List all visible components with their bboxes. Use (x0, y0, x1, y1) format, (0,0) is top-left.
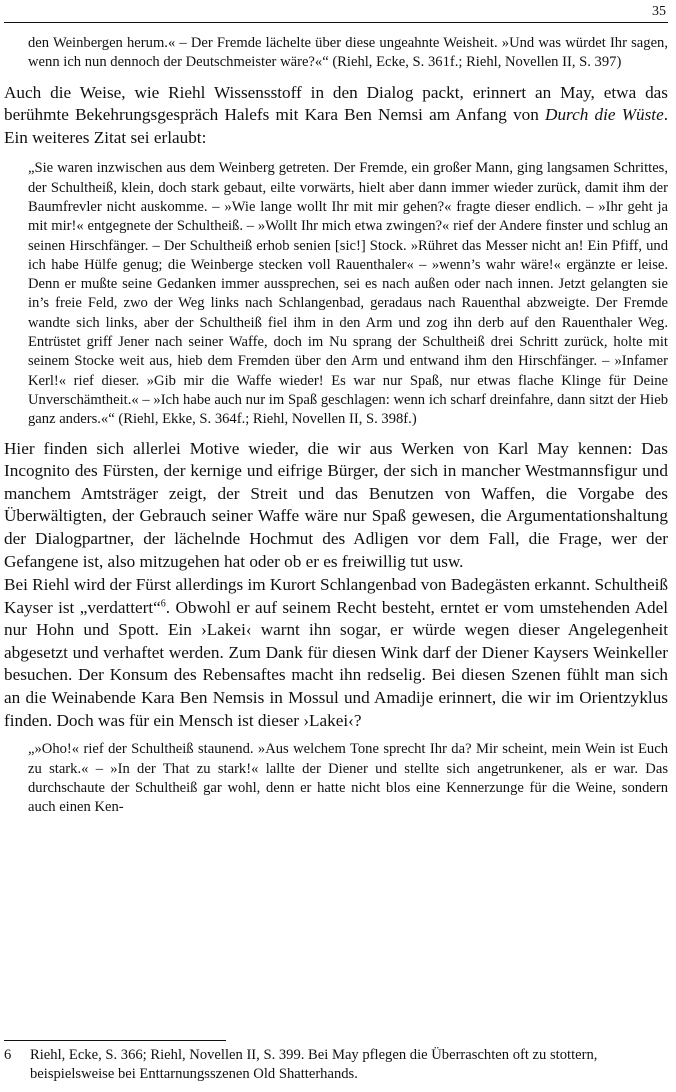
block-quote-2: „Sie waren inzwischen aus dem Weinberg getreten. Der Fremde, ein großer Mann, ging langsamen Schrittes, der Schultheiß, klein, doch stark gebaut, eilte vorwärts, hielt aber dann immer wieder zurück, damit ihm der Baumfrevler nicht auskomme. – »Wie lange wollt Ihr mit mir gehen?« fragte dieser endlich. – »Ihr geht ja mit mir!« entgegnete der Schultheiß. – »Wollt Ihr mich etwa zwingen?« rief der Andere finster und schlug an seinen Hirschfänger. – Der Schultheiß erhob senien [sic!] Stock. »Rühret das Messer nicht an! Ein Pfiff, und ich habe Hülfe genug; die Weinberge stecken voll Rauenthaler« – »wenn’s wahr wäre!« ergänzte er leise. Denn er mußte seine Gedanken immer aussprechen, sei es nach außen oder nach innen. Jetzt gelangten sie in’s freie Feld, zwo der Weg links nach Schlangenbad, geradaus nach Rauenthal abzweigte. Der Fremde wandte sich links, aber der Schultheiß fiel ihm in den Arm und zog ihn derb auf den Rauenthaler Weg. Entrüstet griff Jener nach seiner Waffe, doch im Nu sprang der Schultheiß drei Schritt zurück, holte mit seinem Stocke weit aus, hieb dem Fremden über den Arm und entwand ihm den Hirschfänger. – »Infamer Kerl!« rief dieser. »Gib mir die Waffe wieder! Es war nur Spaß, nur etwas flache Klinge für Deine Unverschämtheit.« – »Ich habe auch nur im Spaß geschlagen: wenn ich scharf dreinfahre, dann sitzt der Hieb ganz anders.«“ (Riehl, Ekke, S. 364f.; Riehl, Novellen II, S. 398f.) (28, 160, 668, 428)
page-body (4, 34, 668, 817)
footnote-number: 6 (4, 1047, 12, 1063)
page-number: 35 (652, 4, 666, 19)
paragraph-1-text-after: . Ein weiteres Zitat sei erlaubt: (4, 105, 668, 147)
paragraph-1 (4, 82, 668, 150)
footnote-reference[interactable]: 6 (160, 597, 166, 609)
paragraph-2: Hier finden sich allerlei Motive wieder, die wir aus Werken von Karl May kennen: Das Incognito des Fürsten, der kernige und eifrige Bürger, der sich in mancher Westmannsfigur und manchem Amtsträger zeigt, der Streit und das Benutzen von Waffen, die Vorgabe des Überwältigten, der Gebrauch seiner Waffe wäre nur Spaß gewesen, die Argumentationshaltung der Dialogpartner, der lächelnde Hochmut des Adligen vor dem Fall, die Frage, wer der Gefangene ist, also mitzugehen hat oder ob er es freiwillig tut usw. (4, 438, 668, 571)
paragraph-1-text-before: Auch die Weise, wie Riehl Wissensstoff in den Dialog packt, erinnert an May, etwa das berühmte Bekehrungsgespräch Halefs mit Kara Ben Nemsi am Anfang von (4, 82, 668, 125)
paragraph-3-text-after: . Obwohl er auf seinem Recht besteht, erntet er vom umstehenden Adel nur Hohn und Spott. Ein ›Lakei‹ warnt ihn sogar, er würde wegen dieser Angelegenheit abgesetzt und verhaftet werden. Zum Dank für diesen Wink darf der Diener Kaysers Weinkeller besuchen. Der Konsum des Rebensaftes macht ihn redselig. Bei diesen Szenen fühlt man sich an die Weinabende Kara Ben Nemsis in Mossul und Amadije erinnert, die wir im Orientzyklus finden. Doch was für ein Mensch ist dieser ›Lakei‹? (4, 597, 668, 730)
block-quote-3: „»Oho!« rief der Schultheiß staunend. »Aus welchem Tone sprecht Ihr da? Mir scheint, mein Wein ist Euch zu stark.« – »In der That zu stark!« lallte der Diener und stellte sich angetrunkener, als er war. Das durchschaute der Schultheiß gar wohl, denn er hatte nicht blos eine Kennerzunge für die Weine, sondern auch einen Ken- (28, 741, 668, 816)
block-quote-1: den Weinbergen herum.« – Der Fremde lächelte über diese ungeahnte Weisheit. »Und was würdet Ihr sagen, wenn ich nun dennoch der Deutschmeister wäre?«“ (Riehl, Ecke, S. 361f.; Riehl, Novellen II, S. 397) (28, 35, 668, 71)
footnote (4, 1046, 668, 1084)
paragraph-3-text-before: Bei Riehl wird der Fürst allerdings im Kurort Schlangenbad von Badegästen erkannt. Schultheiß Kayser ist „verdattert“ (4, 575, 668, 617)
footnote-rule (4, 1040, 226, 1041)
paragraph-3 (4, 574, 668, 732)
header-rule (4, 22, 668, 23)
footnote-text: Riehl, Ecke, S. 366; Riehl, Novellen II, S. 399. Bei May pflegen die Überraschten oft zu stottern, beispielsweise bei Enttarnungsszenen Old Shatterhands. (30, 1047, 598, 1082)
book-title: Durch die Wüste (545, 105, 664, 125)
